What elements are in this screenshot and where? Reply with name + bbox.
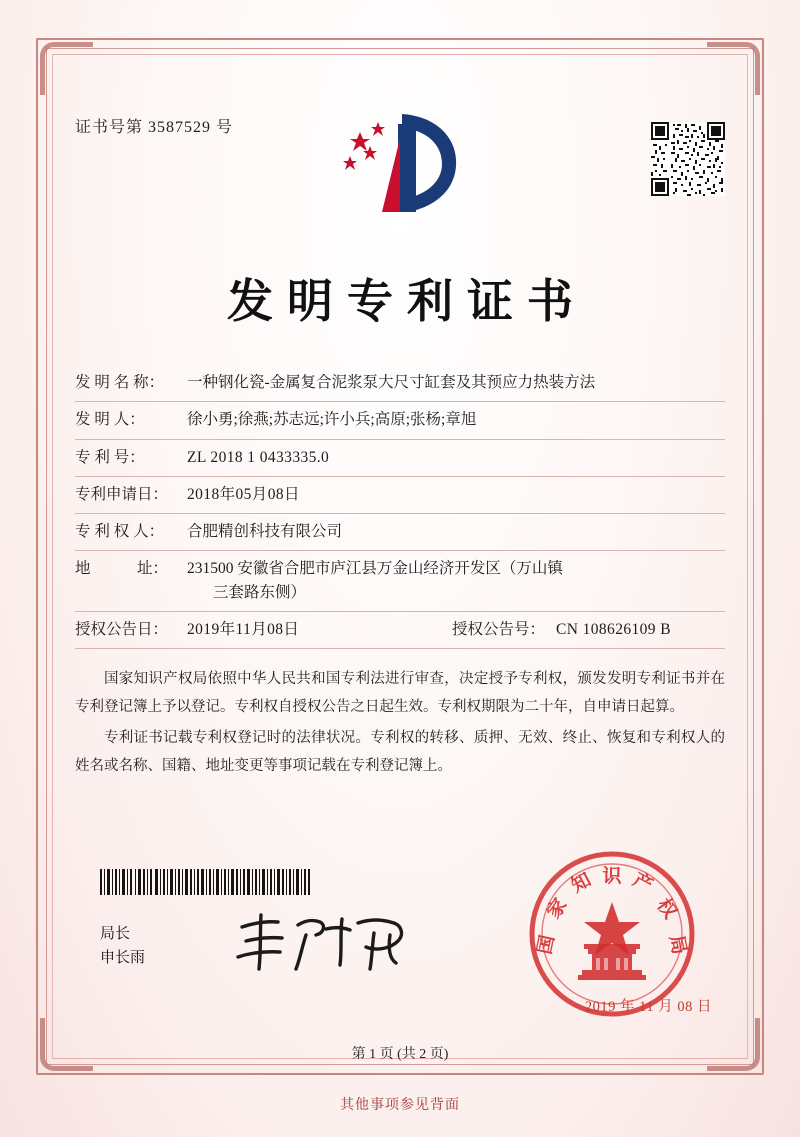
field-label: 专利申请日：: [75, 485, 169, 503]
field-row-inventors: [75, 402, 725, 439]
signature-name: 申长雨: [100, 950, 146, 966]
field-value: 2018年05月08日: [187, 485, 300, 503]
svg-text:局: 局: [665, 933, 690, 957]
footer-note: 其他事项参见背面: [340, 1098, 460, 1113]
seal-date: 2019 年 11 月 08 日: [584, 999, 712, 1015]
svg-text:权: 权: [652, 895, 681, 923]
paragraph-1: 国家知识产权局依照中华人民共和国专利法进行审查，决定授予专利权，颁发发明专利证书并在专利登记簿上予以登记。专利权自授权公告之日起生效。专利权期限为二十年，自申请日起算。: [75, 671, 725, 716]
certificate-number: 证书号第 3587529 号: [75, 119, 234, 136]
legal-paragraphs: [75, 665, 725, 780]
field-value-wrapper: [187, 557, 725, 604]
svg-text:识: 识: [602, 866, 622, 887]
page-indicator: 第 1 页 (共 2 页): [351, 1047, 449, 1062]
field-row-grant-announcement: [75, 612, 725, 649]
field-table: [75, 365, 725, 649]
signature-role: 局长: [100, 926, 131, 942]
field-value: 一种钢化瓷-金属复合泥浆泵大尺寸缸套及其预应力热装方法: [187, 374, 596, 391]
certificate-content: [75, 100, 725, 782]
signature-block: [100, 922, 145, 970]
corner-ornament-top-right: [707, 42, 760, 95]
svg-text:知: 知: [568, 869, 595, 897]
field-value: 231500 安徽省合肥市庐江县万金山经济开发区（万山镇: [187, 560, 563, 578]
svg-text:产: 产: [629, 869, 656, 897]
field-label: 专 利 权 人：: [75, 523, 165, 540]
field-row-patentee: [75, 514, 725, 551]
cnipa-logo-icon: [330, 108, 470, 220]
paragraph-2: 专利证书记载专利权登记时的法律状况。专利权的转移、质押、无效、终止、恢复和专利权人的姓名或名称、国籍、地址变更等事项记载在专利登记簿上。: [75, 729, 725, 774]
grant-number-group: [452, 618, 725, 641]
field-label: 发 明 名 称：: [75, 374, 165, 391]
field-label: 地 址：: [75, 560, 169, 578]
corner-ornament-top-left: [40, 42, 93, 95]
field-row-invention-name: [75, 365, 725, 402]
svg-text:家: 家: [543, 895, 572, 923]
field-value-grant-date: 2019年11月08日: [187, 620, 300, 638]
field-row-application-date: [75, 477, 725, 514]
field-value: 徐小勇;徐燕;苏志远;许小兵;高原;张杨;章旭: [187, 411, 477, 429]
field-label-grant-number: 授权公告号：: [452, 620, 546, 638]
field-value: ZL 2018 1 0433335.0: [187, 448, 330, 466]
field-label: 专 利 号：: [75, 448, 145, 466]
svg-text:国: 国: [534, 933, 559, 957]
field-label: 发 明 人：: [75, 411, 145, 429]
field-label-grant-date: 授权公告日：: [75, 620, 169, 638]
field-row-address: [75, 551, 725, 612]
field-value: 合肥精创科技有限公司: [187, 523, 343, 540]
barcode: [100, 869, 310, 895]
qr-code-icon: [651, 122, 725, 196]
field-value-line2: 三套路东侧）: [213, 583, 307, 601]
field-value-grant-number: CN 108626109 B: [556, 620, 671, 638]
handwritten-signature: [230, 905, 420, 985]
document-title: 发明专利证书: [227, 276, 587, 327]
field-row-patent-number: [75, 440, 725, 477]
grant-date-group: [75, 618, 452, 641]
